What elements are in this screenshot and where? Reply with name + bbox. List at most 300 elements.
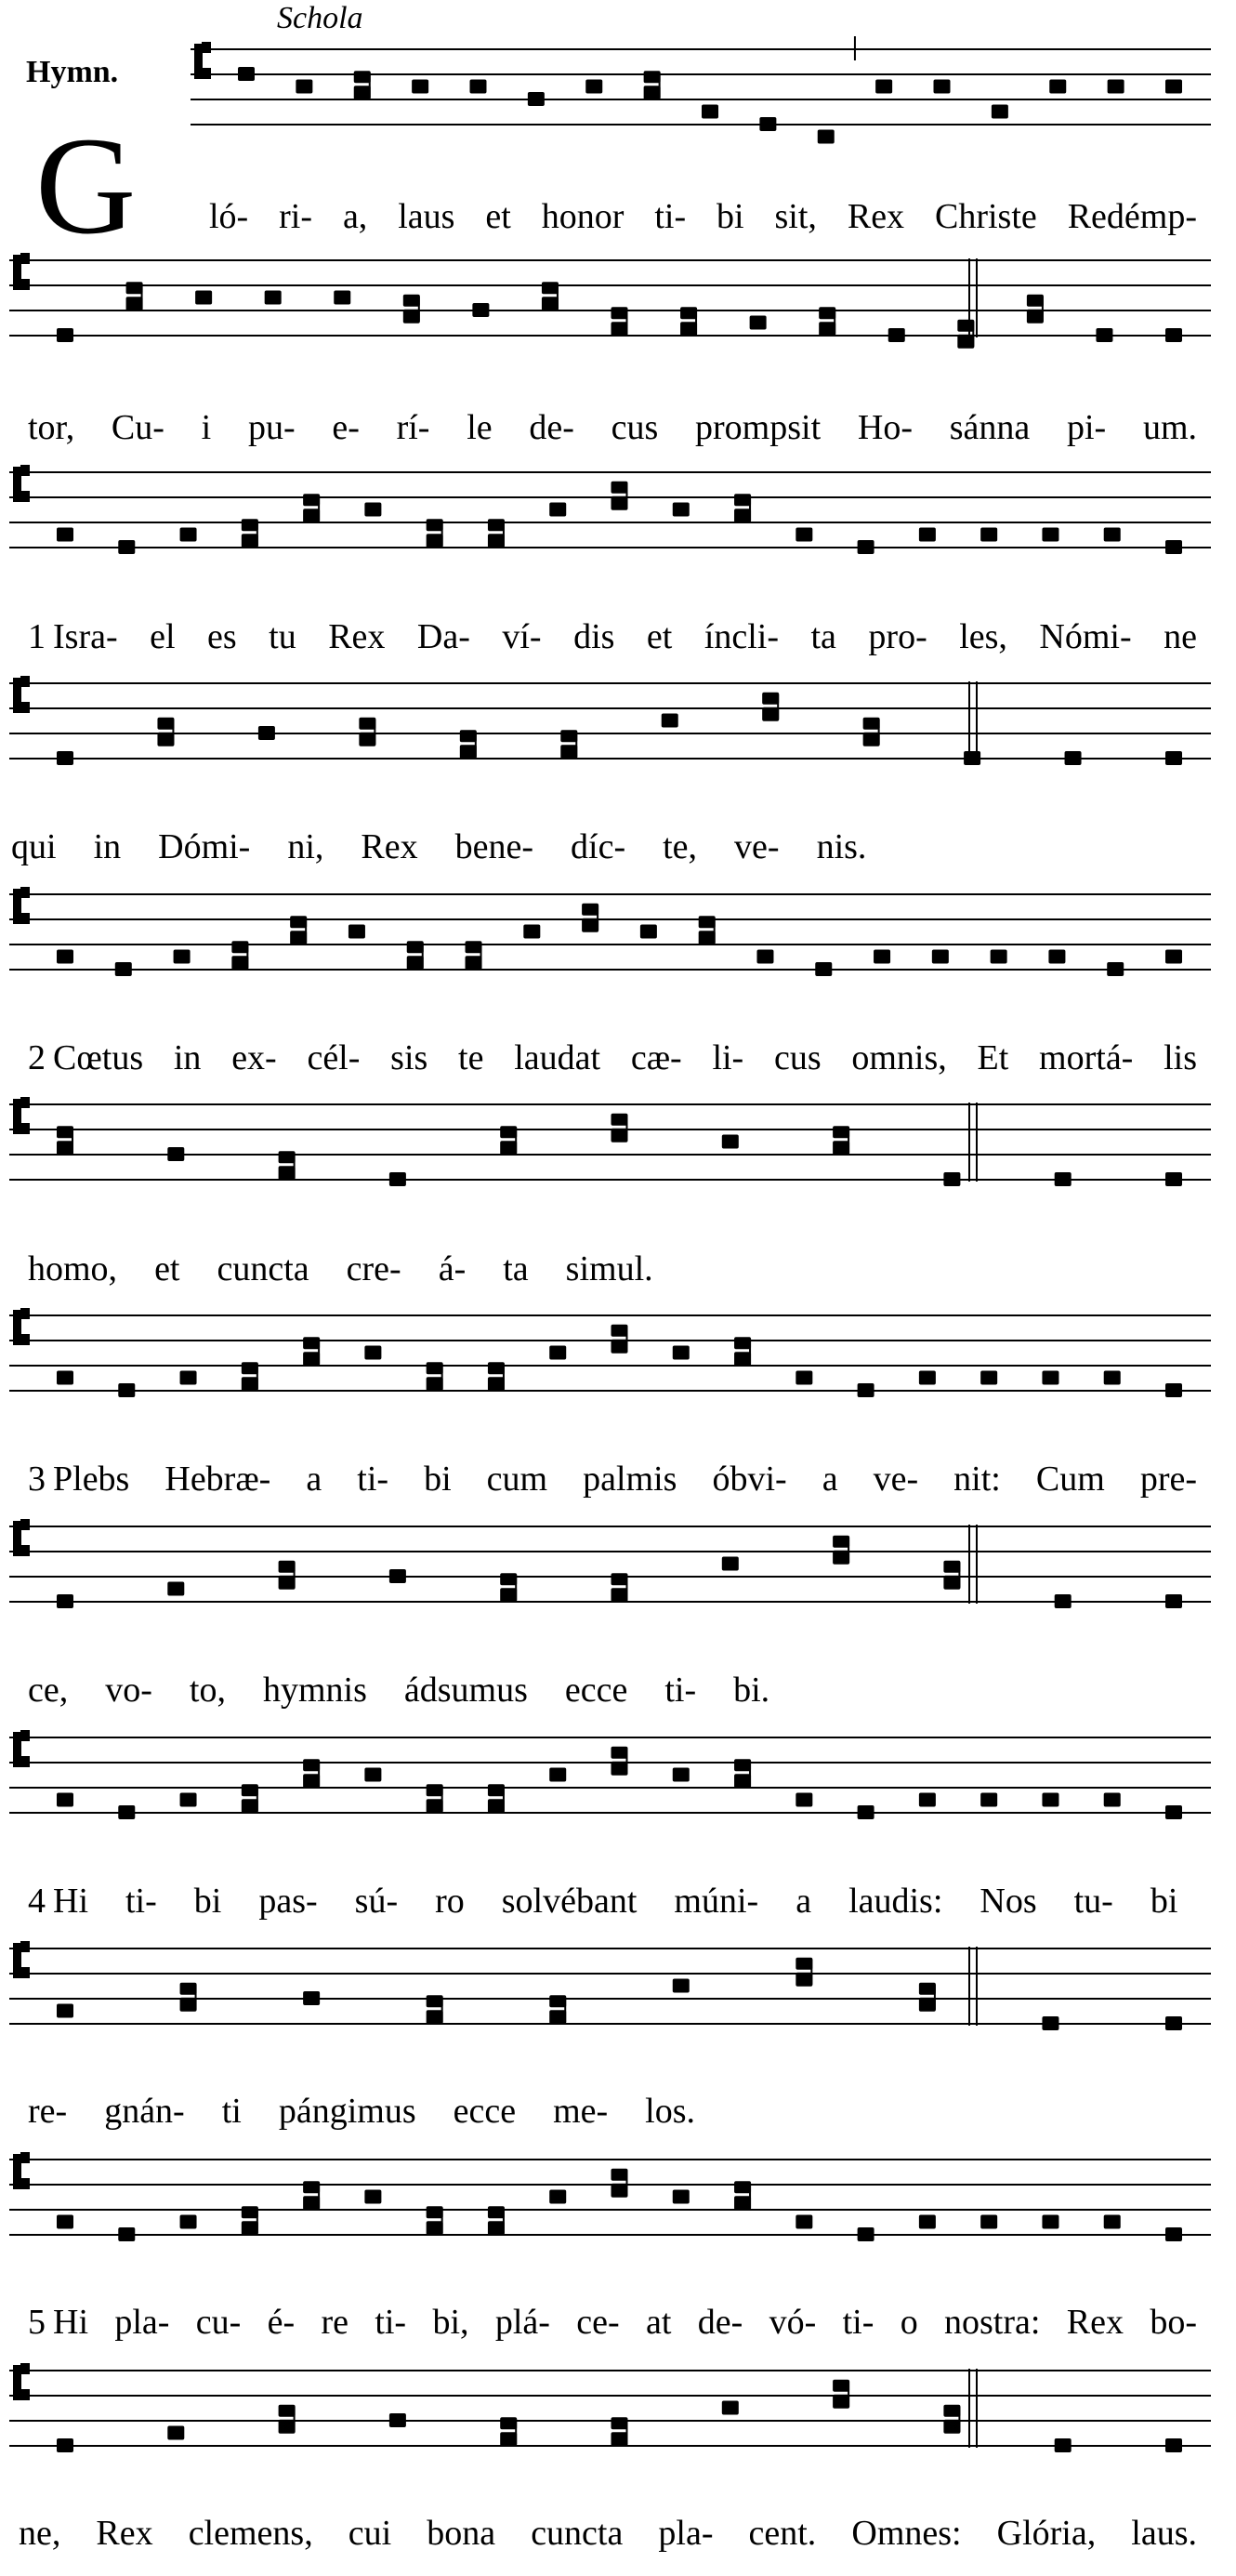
neume-note (699, 916, 716, 928)
neume-note (180, 1998, 197, 2012)
neume-note (279, 1166, 296, 1180)
neume-note (863, 733, 880, 746)
lyric-syllable: cum (486, 1460, 548, 1499)
system-6 (9, 1097, 1211, 1288)
lyric-syllable: Rex (361, 827, 418, 866)
neume-note (528, 92, 545, 106)
neume-note (407, 956, 424, 970)
c-clef-bottom (20, 1756, 30, 1767)
verse-number: 1 (28, 617, 46, 656)
neume-note (1055, 1594, 1072, 1608)
neume-note (1165, 540, 1182, 554)
lyric-syllable: in (93, 827, 122, 866)
systems-layer (9, 36, 1211, 2553)
lyric-syllable: cu- (195, 2303, 242, 2342)
lyric-syllable: cuncta (531, 2514, 624, 2553)
neume-note (279, 1151, 296, 1163)
lyric-syllable: ví- (502, 617, 542, 656)
neume-note (611, 1129, 628, 1143)
c-clef (13, 2154, 21, 2189)
neume-note (611, 307, 628, 319)
neume-note (611, 496, 628, 510)
system-12 (9, 2363, 1211, 2553)
neume-note (673, 2190, 690, 2204)
neume-note (180, 2215, 197, 2229)
neume-note (427, 2206, 443, 2218)
lyric-syllable: solvébant (501, 1882, 638, 1921)
lyric-syllable: es (207, 617, 237, 656)
neume-note (242, 1362, 258, 1374)
neume-note (673, 1346, 690, 1360)
neume-note (673, 1768, 690, 1782)
lyric-syllable: ri- (279, 197, 313, 236)
neume-note (762, 707, 779, 721)
neume-note (57, 1126, 73, 1138)
verse-number: 3 (28, 1460, 46, 1499)
neume-note (734, 494, 751, 506)
neume-note (1027, 310, 1044, 324)
neume-note (611, 322, 628, 336)
neume-note (466, 941, 482, 953)
neume-note (863, 718, 880, 730)
lyric-syllable: tu- (1073, 1882, 1113, 1921)
neume-note (1165, 2227, 1182, 2241)
lyric-syllable: Cœtus (53, 1038, 144, 1077)
lyric-syllable: ti- (654, 197, 687, 236)
lyric-syllable: tor, (28, 408, 75, 447)
lyric-syllable: ádsumus (403, 1671, 528, 1710)
neume-note (1049, 80, 1066, 94)
neume-note (1104, 1793, 1121, 1807)
neume-note (734, 1337, 751, 1349)
lyric-syllable: bi (1150, 1882, 1178, 1921)
neume-note (833, 1126, 849, 1138)
lyric-syllable: ce, (28, 1671, 69, 1710)
lyric-syllable: o (900, 2303, 918, 2342)
c-clef-bottom (20, 913, 30, 924)
neume-note (403, 295, 420, 307)
c-clef (13, 889, 21, 924)
lyric-syllable: sit, (774, 197, 817, 236)
lyric-syllable: los. (645, 2092, 696, 2131)
c-clef-top (202, 42, 211, 53)
neume-note (673, 503, 690, 517)
lyric-syllable: et (646, 617, 673, 656)
neume-note (1165, 1594, 1182, 1608)
neume-note (359, 733, 375, 746)
lyric-syllable: Rex (328, 617, 386, 656)
c-clef-top (20, 465, 30, 476)
lyric-syllable: é- (267, 2303, 296, 2342)
neume-note (992, 105, 1008, 119)
neume-note (348, 925, 365, 939)
system-8 (9, 1519, 1211, 1710)
neume-note (919, 1371, 936, 1385)
neume-note (943, 1172, 960, 1186)
c-clef-top (20, 1519, 30, 1530)
c-clef-top (20, 2363, 30, 2374)
neume-note (1165, 950, 1182, 964)
neume-note (858, 2227, 874, 2241)
lyric-syllable: bi (193, 1882, 222, 1921)
neume-note (57, 2438, 73, 2452)
lyric-syllable: bi, (432, 2303, 469, 2342)
lyric-syllable: de- (529, 408, 574, 447)
neume-note (611, 1325, 628, 1337)
neume-note (57, 1371, 73, 1385)
neume-note (427, 1995, 443, 2007)
neume-note (364, 503, 381, 517)
neume-note (796, 2215, 812, 2229)
neume-note (957, 335, 974, 349)
performer-label: Schola (277, 1, 363, 35)
system-4 (9, 676, 1211, 866)
c-clef (13, 2365, 21, 2400)
neume-note (611, 2184, 628, 2198)
neume-note (819, 307, 835, 319)
neume-note (734, 509, 751, 522)
neume-note (500, 1126, 517, 1138)
neume-note (943, 1561, 960, 1573)
neume-note (290, 916, 307, 928)
neume-note (549, 2010, 566, 2024)
lyric-syllable: cus (773, 1038, 822, 1077)
neume-note (427, 1362, 443, 1374)
neume-note (699, 931, 716, 945)
neume-note (644, 71, 661, 83)
lyric-syllable: Glória, (996, 2514, 1097, 2553)
neume-note (611, 2417, 628, 2429)
neume-note (303, 1991, 320, 2005)
lyric-syllable: díc- (571, 827, 626, 866)
lyric-syllable: pla- (658, 2514, 714, 2553)
system-7 (9, 1308, 1211, 1499)
lyric-syllable: les, (959, 617, 1007, 656)
lyric-syllable: ecce (453, 2092, 517, 2131)
neume-note (1042, 1371, 1058, 1385)
neume-note (919, 528, 936, 542)
lyric-syllable: Plebs (53, 1460, 130, 1499)
lyric-syllable: bi. (733, 1671, 770, 1710)
c-clef-bottom (20, 1123, 30, 1134)
neume-note (427, 2221, 443, 2235)
lyric-syllable: laus (398, 197, 455, 236)
neume-note (980, 2215, 997, 2229)
neume-note (303, 1759, 320, 1771)
neume-note (118, 1805, 135, 1819)
neume-note (115, 962, 132, 976)
lyric-syllable: um. (1142, 408, 1197, 447)
neume-note (1042, 1793, 1058, 1807)
lyric-syllable: nis. (816, 827, 867, 866)
lyric-syllable: Isra- (53, 617, 118, 656)
lyric-syllable: ne (1164, 617, 1197, 656)
lyric-syllable: i (201, 408, 212, 447)
neume-note (364, 1346, 381, 1360)
c-clef (13, 1521, 21, 1556)
neume-note (354, 86, 371, 99)
neume-note (980, 1371, 997, 1385)
neume-note (1165, 80, 1182, 94)
c-clef-top (20, 1097, 30, 1108)
lyric-syllable: ti- (357, 1460, 389, 1499)
lyric-syllable: pi- (1066, 408, 1107, 447)
neume-note (611, 1573, 628, 1585)
neume-note (242, 1784, 258, 1796)
neume-note (500, 1573, 517, 1585)
neume-note (57, 1793, 73, 1807)
lyric-syllable: Rex (96, 2514, 153, 2553)
neume-note (296, 80, 312, 94)
lyric-syllable: pre- (1139, 1460, 1197, 1499)
lyric-syllable: mortá- (1039, 1038, 1134, 1077)
neume-note (919, 1983, 936, 1995)
neume-note (427, 1799, 443, 1813)
neume-note (919, 1793, 936, 1807)
lyric-syllable: Cu- (111, 408, 164, 447)
lyric-syllable: li- (712, 1038, 744, 1077)
neume-note (858, 1805, 874, 1819)
hymn-label: Hymn. (26, 55, 119, 89)
neume-note (488, 1377, 505, 1391)
lyric-syllable: pas- (258, 1882, 318, 1921)
system-5 (9, 887, 1211, 1077)
lyric-syllable: Rex (847, 197, 905, 236)
neume-note (734, 2196, 751, 2210)
neume-note (126, 297, 143, 310)
neume-note (722, 1557, 739, 1571)
initial-letter: G (35, 109, 137, 263)
lyric-syllable: ve- (734, 827, 780, 866)
neume-note (1104, 528, 1121, 542)
neume-note (542, 297, 559, 310)
lyric-syllable: re- (28, 2092, 68, 2131)
neume-note (167, 1147, 184, 1161)
lyric-syllable: re (321, 2303, 348, 2342)
lyric-syllable: Hi (53, 2303, 88, 2342)
neume-note (611, 1114, 628, 1126)
lyric-syllable: pla- (114, 2303, 170, 2342)
lyric-syllable: et (485, 197, 511, 236)
neume-note (389, 1172, 406, 1186)
neume-note (560, 745, 577, 759)
lyric-syllable: clemens, (188, 2514, 313, 2553)
neume-note (1055, 2438, 1072, 2452)
neume-note (1165, 1172, 1182, 1186)
neume-note (359, 718, 375, 730)
neume-note (875, 80, 892, 94)
lyric-syllable: ecce (564, 1671, 628, 1710)
neume-note (874, 950, 890, 964)
neume-note (549, 1346, 566, 1360)
neume-note (611, 2169, 628, 2181)
lyric-syllable: at (645, 2303, 672, 2342)
lyric-syllable: bi (424, 1460, 452, 1499)
c-clef (13, 1310, 21, 1345)
neume-note (303, 2196, 320, 2210)
lyric-syllable: plá- (494, 2303, 550, 2342)
neume-note (279, 1561, 296, 1573)
neume-note (549, 1768, 566, 1782)
neume-note (611, 2432, 628, 2446)
neume-note (796, 1958, 812, 1970)
lyric-syllable: múni- (674, 1882, 759, 1921)
lyric-syllable: lis (1164, 1038, 1197, 1077)
neume-note (611, 1588, 628, 1602)
c-clef (13, 467, 21, 502)
c-clef (13, 678, 21, 713)
neume-note (303, 509, 320, 522)
neume-note (303, 1774, 320, 1788)
neume-note (389, 1569, 406, 1583)
neume-note (796, 1371, 812, 1385)
neume-note (734, 1352, 751, 1366)
lyric-syllable: laus. (1131, 2514, 1197, 2553)
neume-note (460, 730, 477, 742)
neume-note (943, 1576, 960, 1590)
neume-note (1165, 1383, 1182, 1397)
lyric-syllable: bona (427, 2514, 496, 2553)
lyric-syllable: prompsit (695, 408, 822, 447)
lyric-syllable: Hi (53, 1882, 88, 1921)
neume-note (470, 80, 487, 94)
neume-note (722, 2401, 739, 2415)
neume-note (582, 904, 598, 916)
neume-note (57, 950, 73, 964)
neume-note (242, 1377, 258, 1391)
neume-note (488, 1799, 505, 1813)
c-clef-bottom (20, 702, 30, 713)
neume-note (759, 117, 776, 131)
lyric-syllable: omnis, (851, 1038, 947, 1077)
lyric-syllable: pángimus (278, 2092, 416, 2131)
neume-note (1042, 528, 1058, 542)
lyric-syllable: sis (390, 1038, 428, 1077)
neume-note (290, 931, 307, 945)
neume-note (734, 1774, 751, 1788)
lyric-syllable: Et (977, 1038, 1009, 1077)
neume-note (303, 2181, 320, 2193)
neume-note (334, 291, 350, 305)
lyric-syllable: vó- (769, 2303, 817, 2342)
lyric-syllable: te, (663, 827, 698, 866)
neume-note (57, 751, 73, 765)
neume-note (1165, 328, 1182, 342)
lyric-syllable: nit: (953, 1460, 1001, 1499)
c-clef-bottom (20, 2389, 30, 2400)
lyric-syllable: Rex (1066, 2303, 1124, 2342)
neume-note (611, 1762, 628, 1776)
lyric-syllable: ta (503, 1249, 529, 1288)
lyric-syllable: ti- (125, 1882, 157, 1921)
neume-note (980, 528, 997, 542)
lyric-syllable: cui (348, 2514, 392, 2553)
neume-note (167, 2426, 184, 2440)
neume-note (888, 328, 905, 342)
neume-note (549, 503, 566, 517)
lyric-syllable: ti- (842, 2303, 874, 2342)
neume-note (1042, 2215, 1058, 2229)
neume-note (662, 714, 678, 728)
neume-note (407, 941, 424, 953)
neume-note (303, 1352, 320, 1366)
c-clef-bottom (20, 491, 30, 502)
neume-note (242, 1799, 258, 1813)
neume-note (1108, 80, 1124, 94)
neume-note (265, 291, 282, 305)
neume-note (427, 534, 443, 548)
neume-note (427, 1784, 443, 1796)
c-clef (13, 1099, 21, 1134)
lyric-syllable: a (796, 1882, 812, 1921)
lyric-syllable: íncli- (703, 617, 780, 656)
neume-note (118, 1383, 135, 1397)
neume-note (118, 540, 135, 554)
neume-note (403, 310, 420, 324)
neume-note (1055, 1172, 1072, 1186)
neume-note (466, 956, 482, 970)
lyric-syllable: Ho- (857, 408, 913, 447)
neume-note (833, 2395, 849, 2409)
lyric-syllable: dis (573, 617, 615, 656)
neume-note (934, 80, 951, 94)
neume-note (180, 1371, 197, 1385)
neume-note (1107, 962, 1124, 976)
system-9 (9, 1730, 1211, 1921)
c-clef-bottom (20, 2178, 30, 2189)
lyric-syllable: sánna (949, 408, 1031, 447)
neume-note (1065, 751, 1082, 765)
neume-note (242, 2221, 258, 2235)
c-clef (194, 44, 203, 79)
lyric-syllable: ne, (19, 2514, 61, 2553)
neume-note (238, 67, 255, 81)
neume-note (1027, 295, 1044, 307)
lyric-syllable: cæ- (630, 1038, 682, 1077)
lyric-syllable: laudis: (848, 1882, 943, 1921)
c-clef-top (20, 253, 30, 264)
lyric-syllable: in (173, 1038, 202, 1077)
neume-note (644, 86, 661, 99)
lyric-syllable: ta (810, 617, 836, 656)
neume-note (180, 1983, 197, 1995)
neume-note (611, 482, 628, 494)
neume-note (819, 322, 835, 336)
neume-note (488, 1362, 505, 1374)
neume-note (157, 733, 174, 746)
lyric-syllable: ló- (209, 197, 249, 236)
c-clef-top (20, 1308, 30, 1319)
neume-note (1165, 2016, 1182, 2030)
neume-note (582, 918, 598, 932)
lyric-syllable: bo- (1150, 2303, 1197, 2342)
c-clef-top (20, 887, 30, 898)
neume-note (427, 1377, 443, 1391)
neume-note (833, 2380, 849, 2392)
neume-note (964, 751, 980, 765)
lyric-syllable: simul. (565, 1249, 653, 1288)
neume-note (242, 519, 258, 531)
neume-note (750, 316, 767, 330)
lyric-syllable: a, (342, 197, 368, 236)
neume-note (919, 1998, 936, 2012)
lyric-syllable: gnán- (104, 2092, 185, 2131)
lyric-syllable: ti- (375, 2303, 407, 2342)
lyric-syllable: et (154, 1249, 180, 1288)
lyric-syllable: laudat (514, 1038, 601, 1077)
neume-note (833, 1551, 849, 1565)
lyric-syllable: pu- (247, 408, 296, 447)
